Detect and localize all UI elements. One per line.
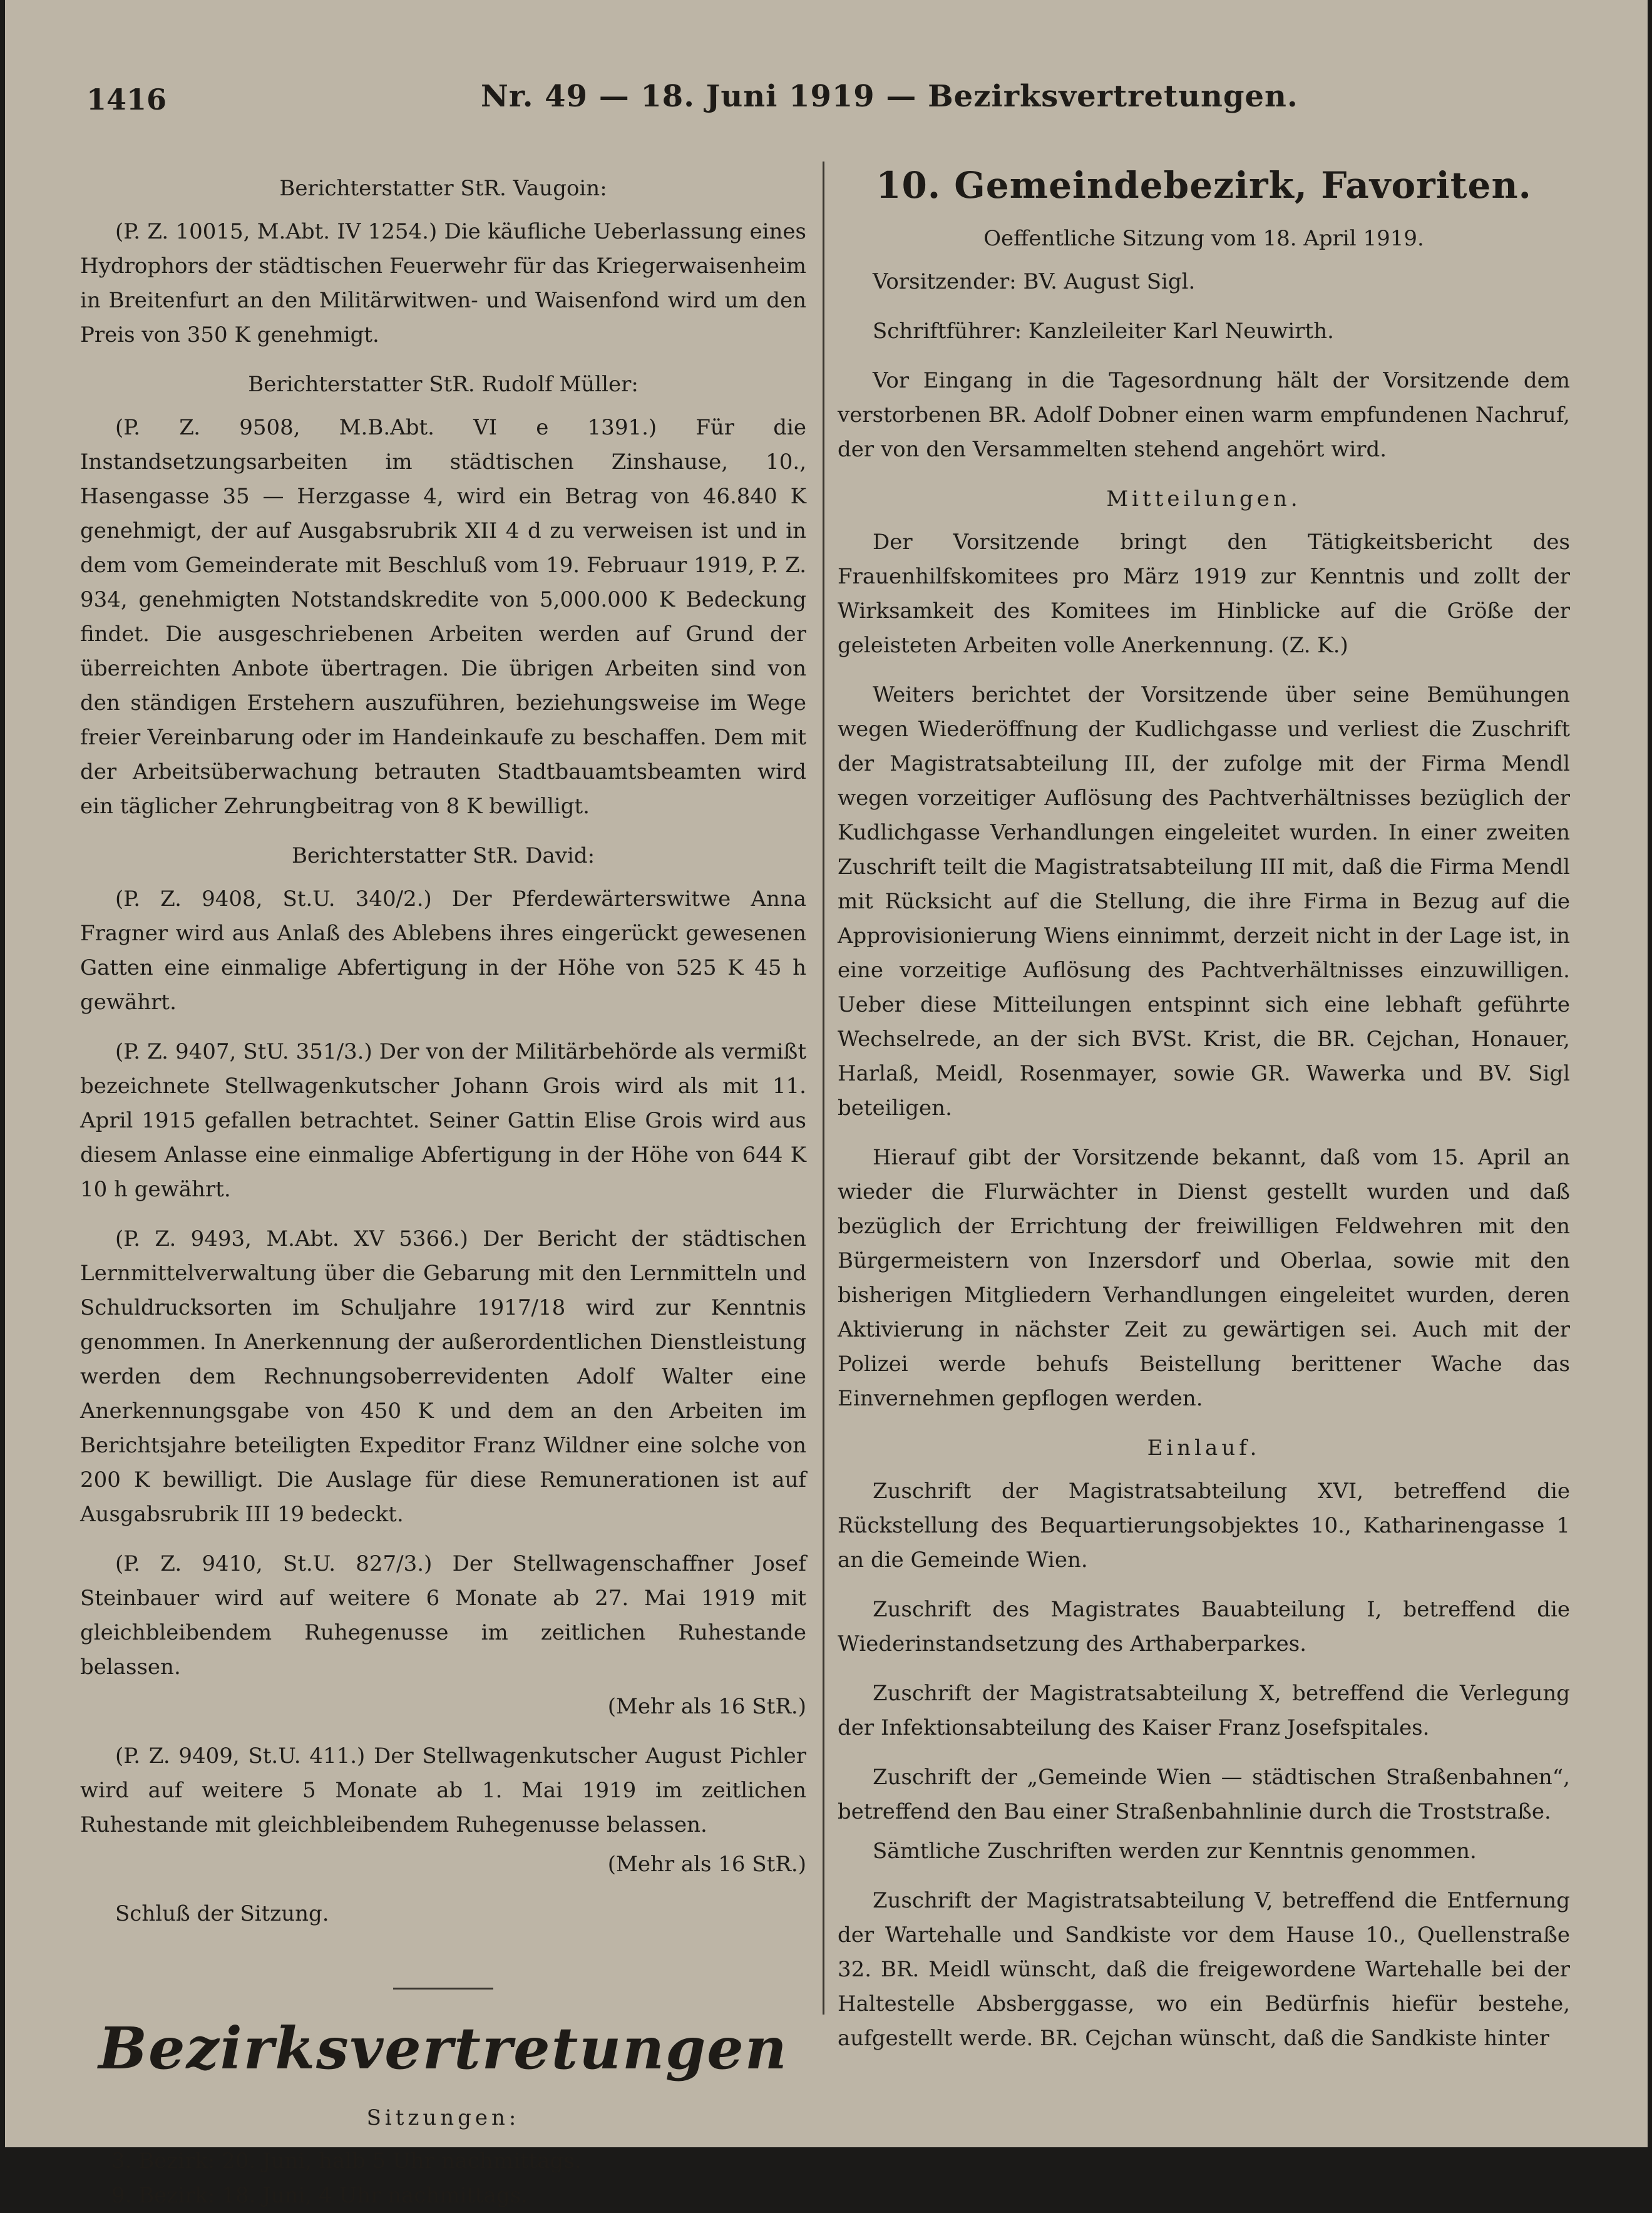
session-entry: 9. Bezirk: 18. Juni, 4 Uhr nachmittags.	[111, 2183, 528, 2208]
newspaper-page	[5, 0, 1648, 2208]
paragraph: (P. Z. 9410, St.U. 827/3.) Der Stellwagenschaffner Josef Steinbauer wird auf weitere 6 Monate ab 27. Mai 1919 mit gleichbleibendem Ruhegenusse im zeitlichen Ruhestande belassen.	[80, 1551, 806, 1680]
sessions-heading: Sitzungen:	[366, 2105, 520, 2130]
paragraph: (P. Z. 9409, St.U. 411.) Der Stellwagenkutscher August Pichler wird auf weitere 5 Monate ab 1. Mai 1919 im zeitlichen Ruhestande mit gleichbleibendem Ruhegenusse belassen.	[80, 1743, 806, 1837]
reporter-heading: Berichterstatter StR. David:	[291, 843, 595, 868]
paragraph: Der Vorsitzende bringt den Tätigkeitsbericht des Frauenhilfskomitees pro März 1919 zur Kenntnis und zollt der Wirksamkeit des Komitees im Hinblicke auf die Größe der geleisteten Arbeiten volle Anerkennung. (Z. K.)	[838, 530, 1570, 658]
running-head: Nr. 49 — 18. Juni 1919 — Bezirksvertretungen.	[481, 79, 1298, 114]
paragraph: Zuschrift der Magistratsabteilung X, betreffend die Verlegung der Infektionsabteilung des Kaiser Franz Josefspitales.	[838, 1681, 1570, 1740]
page-number: 1416	[86, 83, 167, 116]
paragraph: Zuschrift des Magistrates Bauabteilung I, betreffend die Wiederinstandsetzung des Arthaberparkes.	[838, 1597, 1570, 1656]
section-rule	[393, 1988, 493, 1990]
reporter-heading: Berichterstatter StR. Vaugoin:	[279, 176, 607, 201]
section-heading: Einlauf.	[1147, 1435, 1261, 1461]
reporter-heading: Berichterstatter StR. Rudolf Müller:	[248, 372, 639, 397]
paragraph: (P. Z. 9493, M.Abt. XV 5366.) Der Bericht der städtischen Lernmittelverwaltung über die Gebarung mit den Lernmitteln und Schuldrucksorten im Schuljahre 1917/18 wird zur Kenntnis genommen. In Anerkennung der außerordentlichen Dienstleistung werden dem Rechnungsoberrevidenten Adolf Walter eine Anerkennungsgabe von 450 K und dem an den Arbeiten im Berichtsjahre beteiligten Expeditor Franz Wildner eine solche von 200 K bewilligt. Die Auslage für diese Remunerationen ist auf Ausgabsrubrik III 19 bedeckt.	[80, 1226, 806, 1527]
page-header	[80, 74, 1570, 124]
chair-line: Vorsitzender: BV. August Sigl.	[873, 269, 1196, 294]
left-column	[80, 157, 806, 2213]
session-entry: 3. Bezirk: 20. Juni, halb 5 Uhr nachmittags.	[111, 2149, 582, 2174]
session-subtitle: Oeffentliche Sitzung vom 18. April 1919.	[983, 226, 1424, 251]
vote-note: (Mehr als 16 StR.)	[607, 1694, 806, 1719]
section-title: Bezirksvertretungen	[98, 2015, 788, 2082]
column-divider	[823, 162, 824, 2015]
section-heading: Mitteilungen.	[1106, 486, 1301, 511]
paragraph: Weiters berichtet der Vorsitzende über seine Bemühungen wegen Wiederöffnung der Kudlichgasse und verliest die Zuschrift der Magistratsabteilung III, der zufolge mit der Firma Mendl wegen vorzeitiger Auflösung des Pachtverhältnisses bezüglich der Kudlichgasse Verhandlungen eingeleitet wurden. In einer zweiten Zuschrift teilt die Magistratsabteilung III mit, daß die Firma Mendl mit Rücksicht auf die Stellung, die ihre Firma in Bezug auf die Approvisionierung Wiens einnimmt, derzeit nicht in der Lage ist, in eine vorzeitige Auflösung des Pachtverhältnisses einzuwilligen. Ueber diese Mitteilungen entspinnt sich eine lebhaft geführte Wechselrede, an der sich BVSt. Krist, die BR. Cejchan, Honauer, Harlaß, Meidl, Rosenmayer, sowie GR. Wawerka und BV. Sigl beteiligen.	[838, 682, 1570, 1121]
paragraph: Zuschrift der „Gemeinde Wien — städtischen Straßenbahnen“, betreffend den Bau einer Straßenbahnlinie durch die Troststraße.	[838, 1765, 1570, 1824]
paragraph: (P. Z. 9407, StU. 351/3.) Der von der Militärbehörde als vermißt bezeichnete Stellwagenkutscher Johann Grois wird als mit 11. April 1915 gefallen betrachtet. Seiner Gattin Elise Grois wird aus diesem Anlasse eine einmalige Abfertigung in der Höhe von 644 K 10 h gewährt.	[80, 1039, 806, 1202]
paragraph: (P. Z. 9408, St.U. 340/2.) Der Pferdewärterswitwe Anna Fragner wird aus Anlaß des Ablebens ihres eingerückt gewesenen Gatten eine einmalige Abfertigung in der Höhe von 525 K 45 h gewährt.	[80, 886, 806, 1015]
paragraph: Sämtliche Zuschriften werden zur Kenntnis genommen.	[873, 1839, 1477, 1864]
paragraph: Zuschrift der Magistratsabteilung XVI, betreffend die Rückstellung des Bequartierungsobjektes 10., Katharinengasse 1 an die Gemeinde Wien.	[838, 1479, 1570, 1573]
closing-line: Schluß der Sitzung.	[115, 1901, 329, 1926]
secretary-line: Schriftführer: Kanzleileiter Karl Neuwirth.	[873, 319, 1334, 344]
right-column	[838, 157, 1570, 2071]
paragraph: Hierauf gibt der Vorsitzende bekannt, daß vom 15. April an wieder die Flurwächter in Dienst gestellt wurden und daß bezüglich der Errichtung der freiwilligen Feldwehren mit den Bürgermeistern von Inzersdorf und Oberlaa, sowie mit den bisherigen Mitgliedern Verhandlungen eingeleitet wurden, deren Aktivierung in nächster Zeit zu gewärtigen sei. Auch mit der Polizei werde behufs Beistellung berittener Wache das Einvernehmen gepflogen werden.	[838, 1145, 1570, 1411]
paragraph: Zuschrift der Magistratsabteilung V, betreffend die Entfernung der Wartehalle und Sandkiste vor dem Hause 10., Quellenstraße 32. BR. Meidl wünscht, daß die freigewordene Wartehalle bei der Haltestelle Absberggasse, wo ein Bedürfnis hiefür bestehe, aufgestellt werde. BR. Cejchan wünscht, daß die Sandkiste hinter	[838, 1888, 1570, 2051]
paragraph: (P. Z. 9508, M.B.Abt. VI e 1391.) Für die Instandsetzungsarbeiten im städtischen Zinshause, 10., Hasengasse 35 — Herzgasse 4, wird ein Betrag von 46.840 K genehmigt, der auf Ausgabsrubrik XII 4 d zu verweisen ist und in dem vom Gemeinderate mit Beschluß vom 19. Februaur 1919, P. Z. 934, genehmigten Notstandskredite von 5,000.000 K Bedeckung findet. Die ausgeschriebenen Arbeiten werden auf Grund der überreichten Anbote übertragen. Die übrigen Arbeiten sind von den ständigen Erstehern auszuführen, beziehungsweise im Wege freier Vereinbarung oder im Handeinkaufe zu beschaffen. Dem mit der Arbeitsüberwachung betrauten Stadtbauamtsbeamten wird ein täglicher Zehrungbeitrag von 8 K bewilligt.	[80, 415, 806, 819]
paragraph: (P. Z. 10015, M.Abt. IV 1254.) Die käufliche Ueberlassung eines Hydrophors der städtischen Feuerwehr für das Kriegerwaisenheim in Breitenfurt an den Militärwitwen- und Waisenfond wird um den Preis von 350 K genehmigt.	[80, 219, 806, 347]
district-title: 10. Gemeindebezirk, Favoriten.	[876, 164, 1532, 207]
paragraph: Vor Eingang in die Tagesordnung hält der Vorsitzende dem verstorbenen BR. Adolf Dobner einen warm empfundenen Nachruf, der von den Versammelten stehend angehört wird.	[838, 368, 1570, 462]
vote-note: (Mehr als 16 StR.)	[607, 1852, 806, 1877]
